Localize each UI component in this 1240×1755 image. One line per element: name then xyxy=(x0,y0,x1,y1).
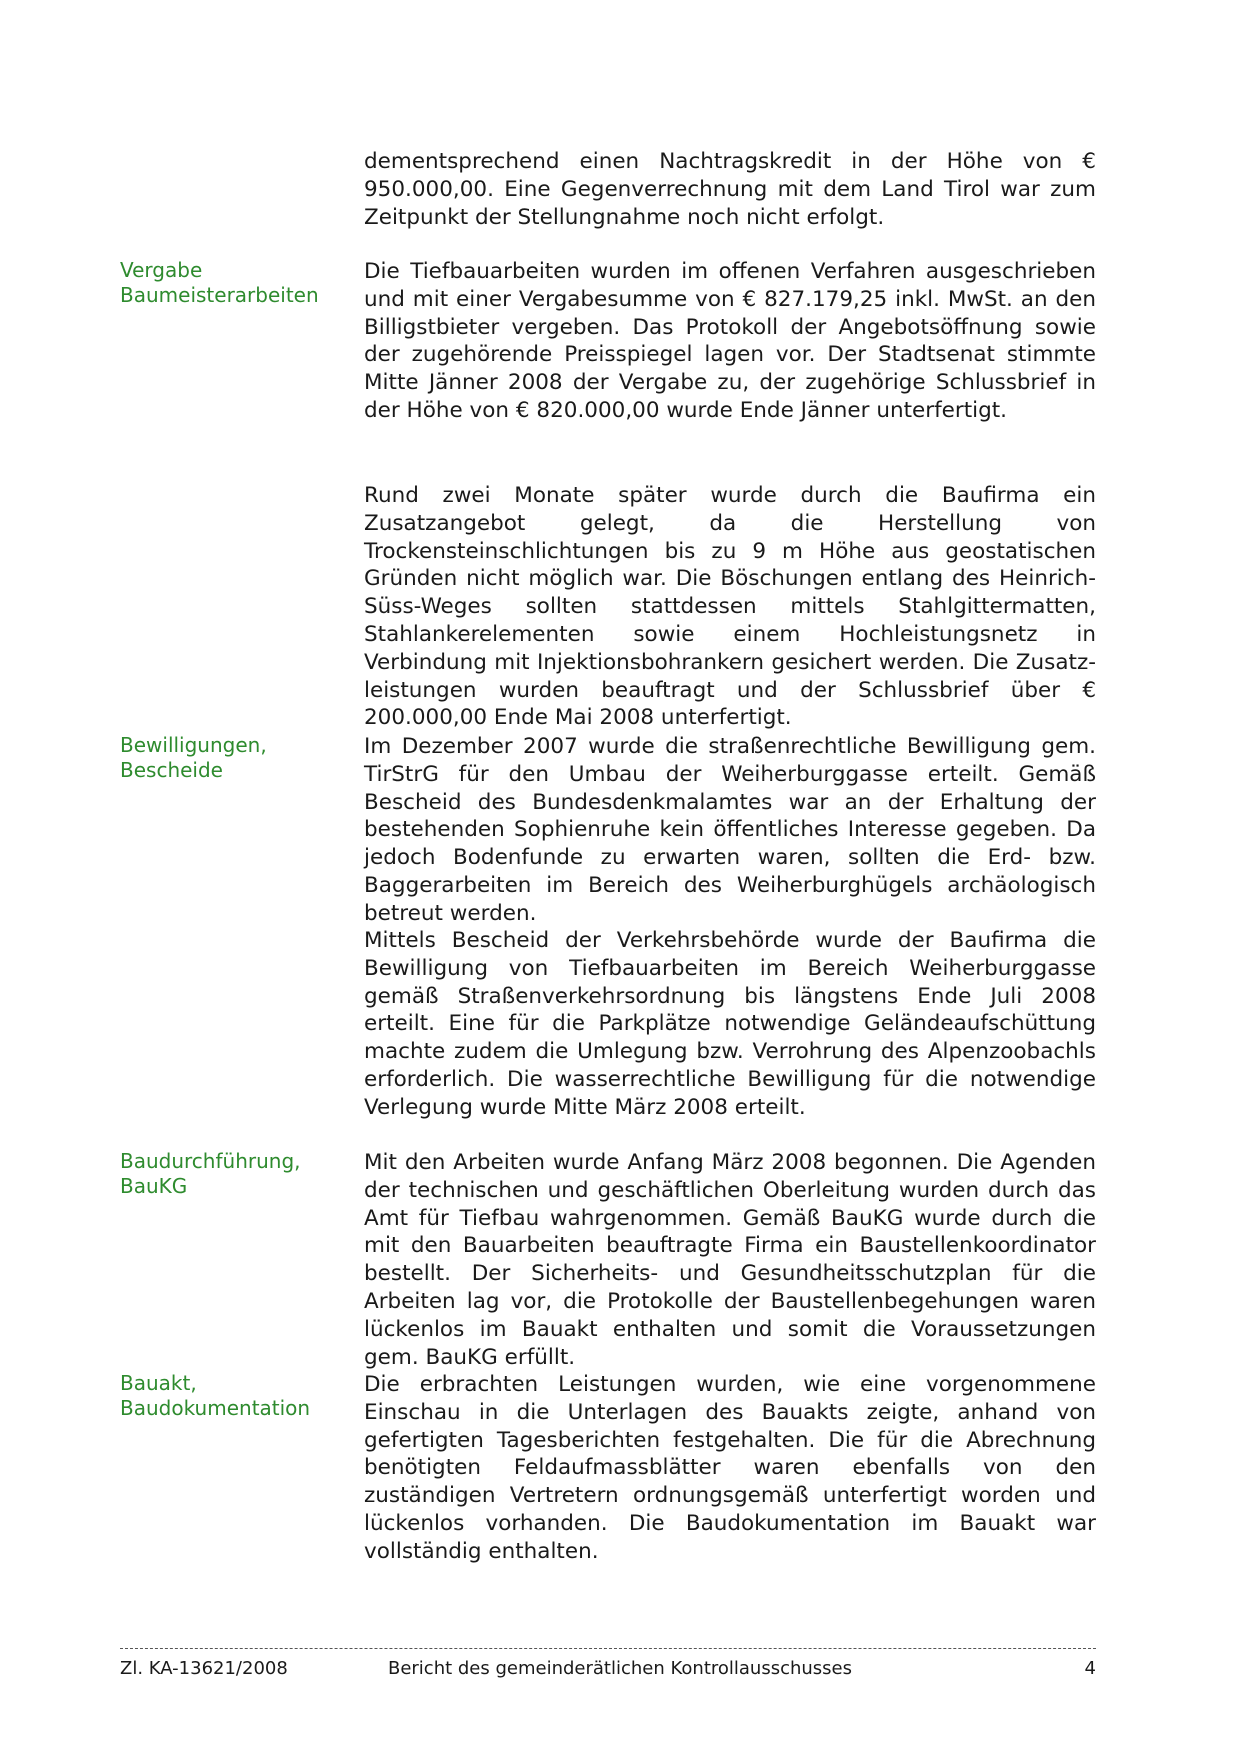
margin-note-line: Baudokumentation xyxy=(120,1396,311,1420)
margin-note-line: Vergabe xyxy=(120,258,203,282)
page-number: 4 xyxy=(1084,1658,1096,1679)
margin-note-line: Bauakt, xyxy=(120,1371,197,1395)
paragraph-verkehrsbehoerde: Mittels Bescheid der Verkehrsbehörde wurde der Baufirma die Bewilligung von Tiefbauarbeiten im Bereich Weiherburggasse gemäß Straßenverkehrsordnung bis längstens Ende Juli 2008 erteilt. Eine für die Parkplätze notwendige Geländeaufschüttung machte zudem die Umlegung bzw. Verrohrung des Alpenzoobachls erforderlich. Die wasserrechtliche Bewilligung für die notwendige Verlegung wurde Mitte März 2008 erteilt. xyxy=(364,928,1096,1120)
footer-reference: Zl. KA-13621/2008 xyxy=(120,1658,288,1679)
paragraph-zusatzangebot: Rund zwei Monate später wurde durch die Baufirma ein Zusatzangebot gelegt, da die Herstellung von Trockensteinschlichtungen bis zu 9 m Höhe aus geostatischen Gründen nicht möglich war. Die Böschungen entlang des Heinrich-Süss-Weges sollten stattdessen mittels Stahlgittermatten, Stahlankerelementen sowie einem Hochleistungsnetz in Verbindung mit Injektionsbohrankern gesichert werden. Die Zusatzleistungen wurden beauftragt und der Schlussbrief über € 200.000,00 Ende Mai 2008 unterfertigt. xyxy=(364,483,1096,731)
footer-divider xyxy=(120,1648,1096,1649)
margin-note-bauakt xyxy=(120,1371,340,1421)
margin-note-line: BauKG xyxy=(120,1174,188,1198)
paragraph-baudurchfuehrung: Mit den Arbeiten wurde Anfang März 2008 begonnen. Die Agenden der technischen und geschäftlichen Oberleitung wurden durch das Amt für Tiefbau wahrgenommen. Gemäß BauKG wurde durch die mit den Bauarbeiten beauftragte Firma ein Baustellenkoordinator bestellt. Der Sicherheits- und Gesundheitsschutzplan für die Arbeiten lag vor, die Protokolle der Baustellenbegehungen waren lückenlos im Bauakt enthalten und somit die Voraussetzungen gem. BauKG erfüllt. xyxy=(364,1150,1096,1370)
paragraph-vergabe: Die Tiefbauarbeiten wurden im offenen Verfahren ausgeschrieben und mit einer Vergabesumme von € 827.179,25 inkl. MwSt. an den Billigstbieter vergeben. Das Protokoll der Angebotsöffnung sowie der zugehörende Preisspiegel lagen vor. Der Stadtsenat stimmte Mitte Jänner 2008 der Vergabe zu, der zugehörige Schlussbrief in der Höhe von € 820.000,00 wurde Ende Jänner unterfertigt. xyxy=(364,259,1096,423)
margin-note-baudurchfuehrung xyxy=(120,1149,340,1199)
margin-note-line: Baumeisterarbeiten xyxy=(120,283,319,307)
paragraph-bewilligungen: Im Dezember 2007 wurde die straßenrechtliche Bewilligung gem. TirStrG für den Umbau der Weiherburggasse erteilt. Gemäß Bescheid des Bundesdenkmalamtes war an der Erhaltung der bestehenden Sophienruhe kein öffentliches Interesse gegeben. Da jedoch Bodenfunde zu erwarten waren, sollten die Erd- bzw. Baggerarbeiten im Bereich des Weiherburghügels archäologisch betreut werden. xyxy=(364,734,1096,926)
margin-note-vergabe xyxy=(120,258,340,308)
margin-note-line: Bewilligungen, xyxy=(120,733,267,757)
paragraph-nachtragskredit: dementsprechend einen Nachtragskredit in der Höhe von € 950.000,00. Eine Gegenverrechnung mit dem Land Tirol war zum Zeitpunkt der Stellungnahme noch nicht erfolgt. xyxy=(364,149,1096,230)
margin-note-bewilligungen xyxy=(120,733,340,783)
paragraph-bauakt: Die erbrachten Leistungen wurden, wie eine vorgenommene Einschau in die Unterlagen des Bauakts zeigte, anhand von gefertigten Tagesberichten festgehalten. Die für die Abrechnung benötigten Feldaufmassblätter waren ebenfalls von den zuständigen Vertretern ordnungsgemäß unterfertigt worden und lückenlos vorhanden. Die Baudokumentation im Bauakt war vollständig enthalten. xyxy=(364,1372,1096,1564)
margin-note-line: Bescheide xyxy=(120,758,223,782)
margin-note-line: Baudurchführung, xyxy=(120,1149,301,1173)
footer-title: Bericht des gemeinderätlichen Kontrollausschusses xyxy=(387,1658,853,1679)
